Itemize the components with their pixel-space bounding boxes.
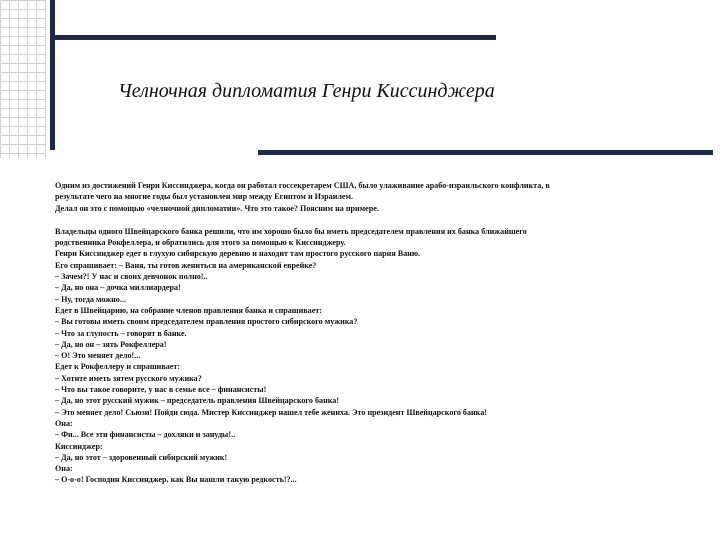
text-line: – Это меняет дело! Сьюзи! Пойди сюда. Мистер Киссинджер нашел тебе жениха. Это президент Швейцарского банка! xyxy=(55,407,487,417)
text-line: – Фи... Все эти финансисты – дохляки и зануды!.. xyxy=(55,430,236,440)
text-line: результате чего на многие годы был установлен мир между Египтом и Израилем. xyxy=(55,192,354,202)
text-line: родственника Рокфеллера, и обратились для этого за помощью к Киссинджеру. xyxy=(55,238,346,248)
text-line: – Что за глупость – говорят в банке. xyxy=(55,328,187,338)
intro-paragraph xyxy=(55,180,675,214)
text-line: – Что вы такое говорите, у нас в семье все – финансисты! xyxy=(55,385,267,395)
text-line: Едет в Швейцарию, на собрание членов правления банка и спрашивает: xyxy=(55,305,322,315)
text-line: – О-о-о! Господин Киссинджер, как Вы нашли такую редкость!?... xyxy=(55,475,297,485)
text-line: – Да, но он – зять Рокфеллера! xyxy=(55,339,167,349)
text-line: – Зачем?! У нас и своих девчонок полно!.. xyxy=(55,272,208,282)
slide-title: Челночная дипломатия Генри Киссинджера xyxy=(118,80,495,102)
text-line: Она: xyxy=(55,418,73,428)
text-line: Генри Киссинджер едет в глухую сибирскую деревню и находит там простого русского парня Ваню. xyxy=(55,249,421,259)
text-line: Киссинджер: xyxy=(55,441,103,451)
story-paragraph xyxy=(55,226,675,486)
text-line: – Да, но она – дочка миллиардера! xyxy=(55,283,181,293)
bottom-accent-bar xyxy=(258,150,713,155)
text-line: – Да, но этот – здоровенный сибирский мужик! xyxy=(55,452,228,462)
text-line: – О! Это меняет дело!... xyxy=(55,351,141,361)
paragraph-gap xyxy=(55,214,675,226)
text-line: Она: xyxy=(55,464,73,474)
text-line: Делал он это с помощью «челночной дипломатии». Что это такое? Поясним на примере. xyxy=(55,203,379,213)
text-line: Его спрашивает: – Ваня, ты готов жениться на американской еврейке? xyxy=(55,260,317,270)
text-line: Едет к Рокфеллеру и спрашивает: xyxy=(55,362,181,372)
text-line: – Хотите иметь зятем русского мужика? xyxy=(55,373,202,383)
slide-body xyxy=(55,180,675,486)
top-accent-bar xyxy=(50,35,496,40)
text-line: – Да, но этот русский мужик – председатель правления Швейцарского банка! xyxy=(55,396,340,406)
text-line: Одним из достижений Генри Киссинджера, когда он работал госсекретарем США, было улаживание арабо-израильского конфликта, в xyxy=(55,181,550,190)
grid-pattern-decoration xyxy=(0,0,46,158)
text-line: – Ну, тогда можно... xyxy=(55,294,126,304)
vertical-accent-bar xyxy=(50,0,55,150)
text-line: Владельцы одного Швейцарского банка решили, что им хорошо было бы иметь председателем правления их банка ближайшего xyxy=(55,226,527,236)
text-line: – Вы готовы иметь своим председателем правления простого сибирского мужика? xyxy=(55,317,358,327)
